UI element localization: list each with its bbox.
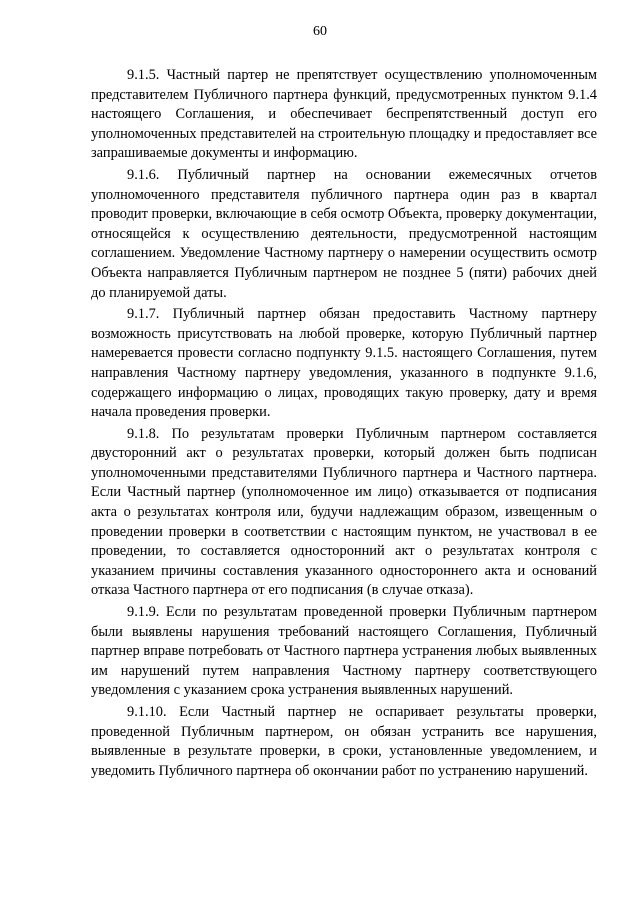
page-number: 60 <box>313 24 327 39</box>
paragraph-9-1-7: 9.1.7. Публичный партнер обязан предоставить Частному партнеру возможность присутствовать на любой проверке, которую Публичный партнер намеревается провести согласно подпункту 9.1.5. настоящего Соглашения, путем направления Частному партнеру уведомления, указанного в подпункте 9.1.6, содержащего информацию о лицах, проводящих такую проверку, дату и время начала проведения проверки. <box>91 306 597 421</box>
paragraph-9-1-9: 9.1.9. Если по результатам проведенной проверки Публичным партнером были выявлены нарушения требований настоящего Соглашения, Публичный партнер вправе потребовать от Частного партнера устранения любых выявленных им нарушений путем направления Частному партнеру соответствующего уведомления с указанием срока устранения выявленных нарушений. <box>91 604 597 699</box>
paragraph-9-1-8: 9.1.8. По результатам проверки Публичным партнером составляется двусторонний акт о результатах проверки, который должен быть подписан уполномоченными представителями Публичного партнера и Частного партнера. Если Частный партнер (уполномоченное им лицо) отказывается от подписания акта о результатах контроля или, будучи надлежащим образом, извещенным о проведении проверки в соответствии с настоящим пунктом, не участвовал в ее проведении, то составляется односторонний акт о результатах контроля с указанием причины составления указанного одностороннего акта и оснований отказа Частного партнера от его подписания (в случае отказа). <box>91 425 597 599</box>
paragraph-9-1-5: 9.1.5. Частный партер не препятствует осуществлению уполномоченным представителем Публичного партнера функций, предусмотренных пунктом 9.1.4 настоящего Соглашения, и обеспечивает беспрепятственный доступ его уполномоченных представителей на строительную площадку и предоставляет все запрашиваемые документы и информацию. <box>91 67 597 162</box>
paragraph-9-1-10: 9.1.10. Если Частный партнер не оспаривает результаты проверки, проведенной Публичным партнером, он обязан устранить все нарушения, выявленные в результате проверки, в сроки, установленные уведомлением, и уведомить Публичного партнера об окончании работ по устранению нарушений. <box>91 704 597 779</box>
paragraph-9-1-6: 9.1.6. Публичный партнер на основании ежемесячных отчетов уполномоченного представителя публичного партнера один раз в квартал проводит проверки, включающие в себя осмотр Объекта, проверку документации, относящейся к осуществлению деятельности, предусмотренной настоящим соглашением. Уведомление Частному партнеру о намерении осуществить осмотр Объекта направляется Публичным партнером не позднее 5 (пяти) рабочих дней до планируемой даты. <box>91 166 597 301</box>
document-body <box>91 66 597 783</box>
